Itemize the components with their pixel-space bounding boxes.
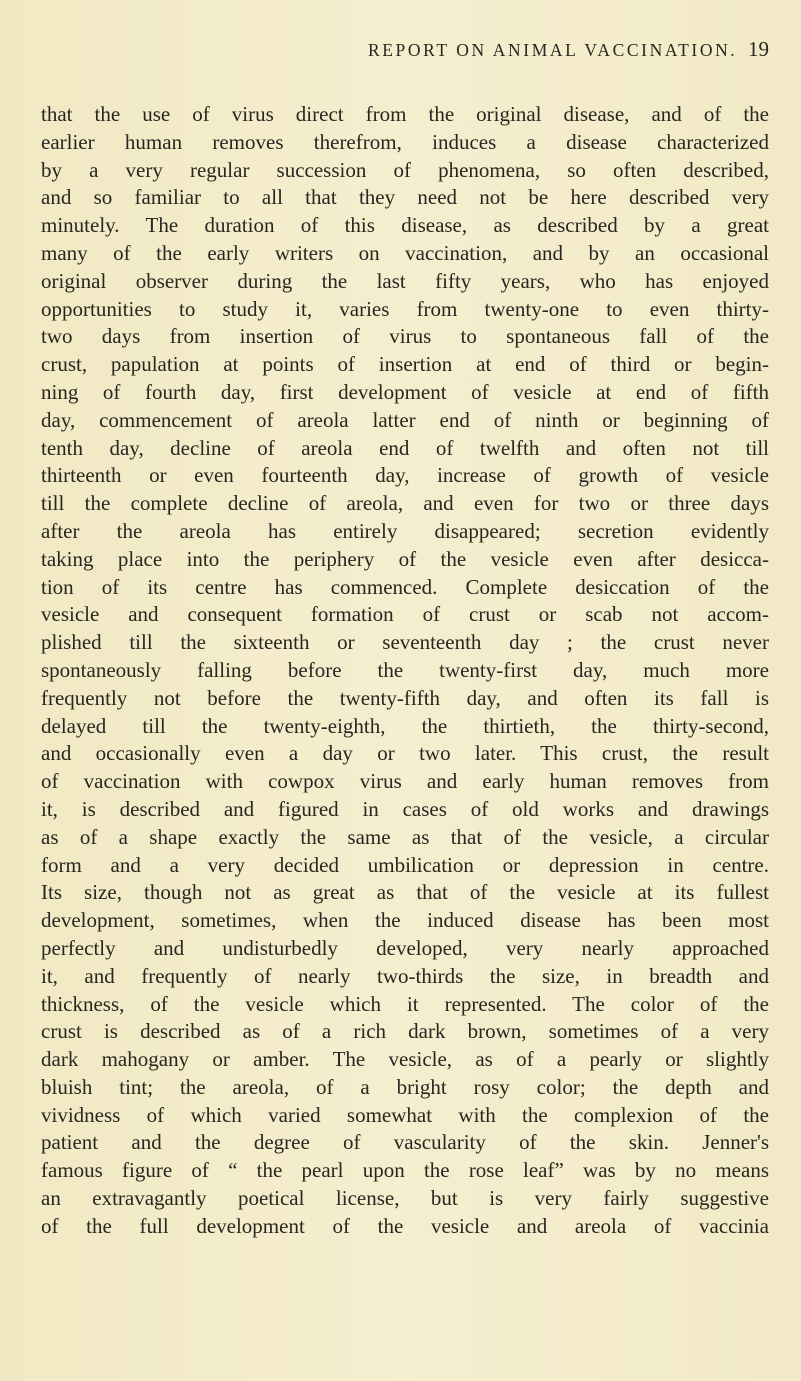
text-line: by a very regular succession of phenomena, so often described, (41, 157, 769, 182)
text-line: as of a shape exactly the same as that of the vesicle, a circular (41, 824, 769, 849)
text-line: tion of its centre has commenced. Complete desiccation of the (41, 574, 769, 599)
page-header (41, 37, 769, 80)
page-number: 19 (748, 37, 769, 61)
text-line: that the use of virus direct from the original disease, and of the (41, 102, 769, 126)
text-line: vesicle and consequent formation of crust or scab not accom- (41, 602, 769, 627)
text-line: famous figure of “ the pearl upon the rose leaf” was by no means (41, 1158, 769, 1183)
text-line: crust, papulation at points of insertion at end of third or begin- (41, 352, 769, 377)
text-line: it, and frequently of nearly two-thirds the size, in breadth and (41, 963, 769, 988)
text-line: tenth day, decline of areola end of twelfth and often not till (41, 435, 769, 460)
text-line: day, commencement of areola latter end of ninth or beginning of (41, 407, 769, 432)
text-line: and so familiar to all that they need not be here described very (41, 185, 769, 210)
text-line: dark mahogany or amber. The vesicle, as of a pearly or slightly (41, 1047, 769, 1072)
text-line: many of the early writers on vaccination, and by an occasional (41, 240, 769, 265)
text-line: spontaneously falling before the twenty-first day, much more (41, 657, 769, 682)
text-line: till the complete decline of areola, and even for two or three days (41, 491, 769, 516)
text-line: Its size, though not as great as that of the vesicle at its fullest (41, 880, 769, 905)
text-line: development, sometimes, when the induced disease has been most (41, 908, 769, 933)
text-line: vividness of which varied somewhat with the complexion of the (41, 1102, 769, 1127)
text-line: crust is described as of a rich dark brown, sometimes of a very (41, 1019, 769, 1044)
body-text (41, 101, 769, 1241)
text-line: taking place into the periphery of the vesicle even after desicca- (41, 546, 769, 571)
text-line: of vaccination with cowpox virus and early human removes from (41, 769, 769, 794)
text-line: form and a very decided umbilication or depression in centre. (41, 852, 769, 877)
text-line: bluish tint; the areola, of a bright rosy color; the depth and (41, 1074, 769, 1099)
text-line: two days from insertion of virus to spontaneous fall of the (41, 324, 769, 349)
text-line: thickness, of the vesicle which it represented. The color of the (41, 991, 769, 1016)
text-line: delayed till the twenty-eighth, the thirtieth, the thirty-second, (41, 713, 769, 738)
text-line: it, is described and figured in cases of old works and drawings (41, 796, 769, 821)
text-line: after the areola has entirely disappeared; secretion evidently (41, 518, 769, 543)
text-line: minutely. The duration of this disease, as described by a great (41, 213, 769, 238)
text-line: plished till the sixteenth or seventeenth day ; the crust never (41, 630, 769, 655)
text-line: and occasionally even a day or two later. This crust, the result (41, 741, 769, 766)
text-line: thirteenth or even fourteenth day, increase of growth of vesicle (41, 463, 769, 488)
text-line: earlier human removes therefrom, induces a disease characterized (41, 129, 769, 154)
running-head: REPORT ON ANIMAL VACCINATION. (368, 40, 738, 60)
text-line: ning of fourth day, first development of vesicle at end of fifth (41, 379, 769, 404)
text-line: frequently not before the twenty-fifth day, and often its fall is (41, 685, 769, 710)
text-line: perfectly and undisturbedly developed, very nearly approached (41, 935, 769, 960)
text-line: patient and the degree of vascularity of the skin. Jenner's (41, 1130, 769, 1155)
text-line: opportunities to study it, varies from twenty-one to even thirty- (41, 296, 769, 321)
text-line: of the full development of the vesicle and areola of vaccinia (41, 1213, 769, 1238)
text-line: original observer during the last fifty years, who has enjoyed (41, 268, 769, 293)
text-line: an extravagantly poetical license, but is very fairly suggestive (41, 1186, 769, 1211)
